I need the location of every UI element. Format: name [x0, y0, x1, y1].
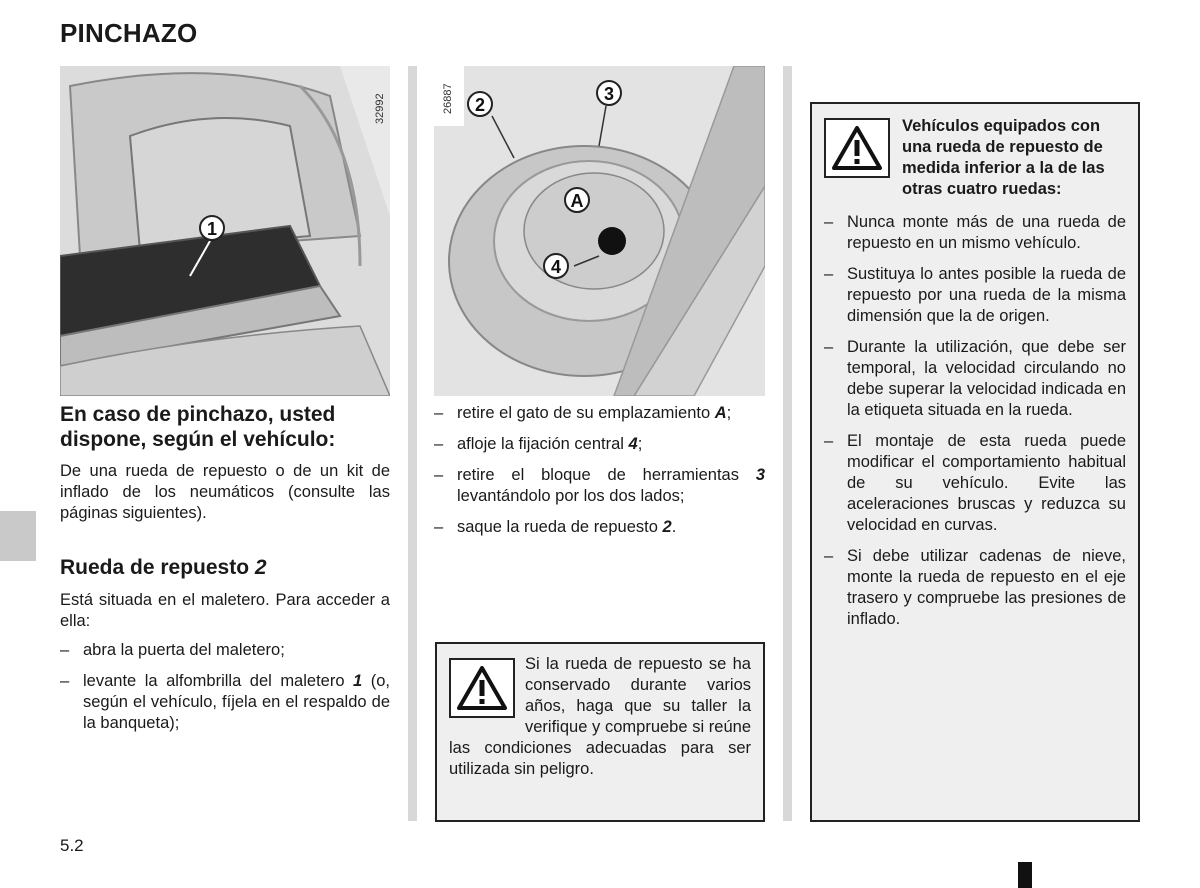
- intro-paragraph: De una rueda de repuesto o de un kit de inflado de los neumáticos (consulte las páginas siguientes).: [60, 462, 390, 522]
- warning-title: Vehículos equipados con una rueda de repuesto de medida inferior a la de las otras cuatro ruedas:: [902, 117, 1105, 198]
- subheading-ref: 2: [254, 556, 267, 579]
- list-dash: –: [824, 432, 834, 450]
- spare-wheel-illustration: [434, 66, 765, 396]
- list-item: [824, 337, 1126, 421]
- step-text: ;: [726, 404, 732, 422]
- callout-4: 4: [550, 257, 562, 277]
- middle-steps-list: [434, 403, 765, 538]
- step-text: retire el gato de su emplazamiento: [457, 404, 715, 422]
- list-dash: –: [60, 641, 70, 659]
- warning-text: Si la rueda de repuesto se ha conservado durante varios años, haga que su taller la verifique y compruebe si reúne las condiciones adecuadas para ser utilizada sin peligro.: [449, 655, 751, 778]
- warning-item-text: El montaje de esta rueda puede modificar el comportamiento habitual de su vehículo. Evite las aceleraciones bruscas y reduzca su velocidad en curvas.: [847, 432, 1126, 534]
- page-number: 5.2: [60, 836, 84, 855]
- callout-2: 2: [474, 95, 486, 115]
- step-text: afloje la fijación central: [457, 435, 629, 453]
- figure-reference: 32992: [374, 93, 386, 124]
- warning-triangle-icon: [449, 658, 515, 718]
- list-item: [434, 465, 765, 507]
- warning-box-spare-age: [435, 642, 765, 822]
- list-dash: –: [824, 547, 834, 565]
- step-text: levantándolo por los dos lados;: [457, 487, 685, 505]
- step-ref: 2: [662, 518, 672, 536]
- subheading-text: Rueda de repuesto: [60, 556, 255, 579]
- warning-box-small-spare: [810, 102, 1140, 822]
- warning-item-text: Sustituya lo antes posible la rueda de repuesto por una rueda de la misma dimensión que la de origen.: [847, 265, 1126, 325]
- list-dash: –: [824, 213, 834, 231]
- warning-header: [824, 116, 1126, 200]
- warning-item-text: Durante la utilización, que debe ser temporal, la velocidad circulando no debe superar la velocidad indicada en la etiqueta situada en la rueda.: [847, 338, 1126, 419]
- list-dash: –: [434, 466, 444, 484]
- list-item: [434, 517, 765, 538]
- list-dash: –: [434, 435, 444, 453]
- list-item: [824, 431, 1126, 536]
- list-dash: –: [434, 518, 444, 536]
- step-text: .: [671, 518, 677, 536]
- step-ref: 3: [755, 466, 765, 484]
- step-text: levante la alfombrilla del maletero: [83, 672, 354, 690]
- warning-item-text: Si debe utilizar cadenas de nieve, monte la rueda de repuesto en el eje trasero y compruebe las presiones de inflado.: [847, 547, 1126, 628]
- list-item: [60, 671, 390, 734]
- left-steps-list: [60, 640, 390, 734]
- figure-reference: 26887: [442, 83, 454, 114]
- list-dash: –: [434, 404, 444, 422]
- page-corner-mark: [1018, 862, 1032, 888]
- list-item: [824, 546, 1126, 630]
- column-separator-left: [408, 66, 417, 821]
- step-text: saque la rueda de repuesto: [457, 518, 663, 536]
- list-item: [60, 640, 390, 661]
- list-item: [824, 264, 1126, 327]
- callout-a: A: [570, 191, 584, 211]
- page-title: PINCHAZO: [60, 18, 198, 48]
- list-item: [434, 434, 765, 455]
- list-item: [824, 212, 1126, 254]
- callout-3: 3: [603, 84, 615, 104]
- trunk-illustration: [60, 66, 390, 396]
- step-text: ;: [637, 435, 643, 453]
- list-item: [434, 403, 765, 424]
- step-ref: 1: [353, 672, 363, 690]
- access-paragraph: Está situada en el maletero. Para acceder a ella:: [60, 591, 390, 630]
- warning-triangle-icon: [824, 118, 890, 178]
- callout-1: 1: [206, 219, 218, 239]
- section-heading: En caso de pinchazo, usted dispone, según el vehículo:: [60, 403, 336, 451]
- list-dash: –: [824, 265, 834, 283]
- list-dash: –: [60, 672, 70, 690]
- right-warnings-list: [824, 212, 1126, 630]
- step-text: abra la puerta del maletero;: [83, 641, 285, 659]
- subsection-heading: [60, 555, 390, 580]
- step-ref: 4: [628, 435, 638, 453]
- step-ref: A: [714, 404, 727, 422]
- step-text: retire el bloque de herramientas: [457, 466, 756, 484]
- chapter-tab: [0, 511, 36, 561]
- step-text: (o, según el vehículo, fíjela en el respaldo de la banqueta);: [83, 672, 390, 732]
- warning-item-text: Nunca monte más de una rueda de repuesto en un mismo vehículo.: [847, 213, 1126, 252]
- list-dash: –: [824, 338, 834, 356]
- column-separator-right: [783, 66, 792, 821]
